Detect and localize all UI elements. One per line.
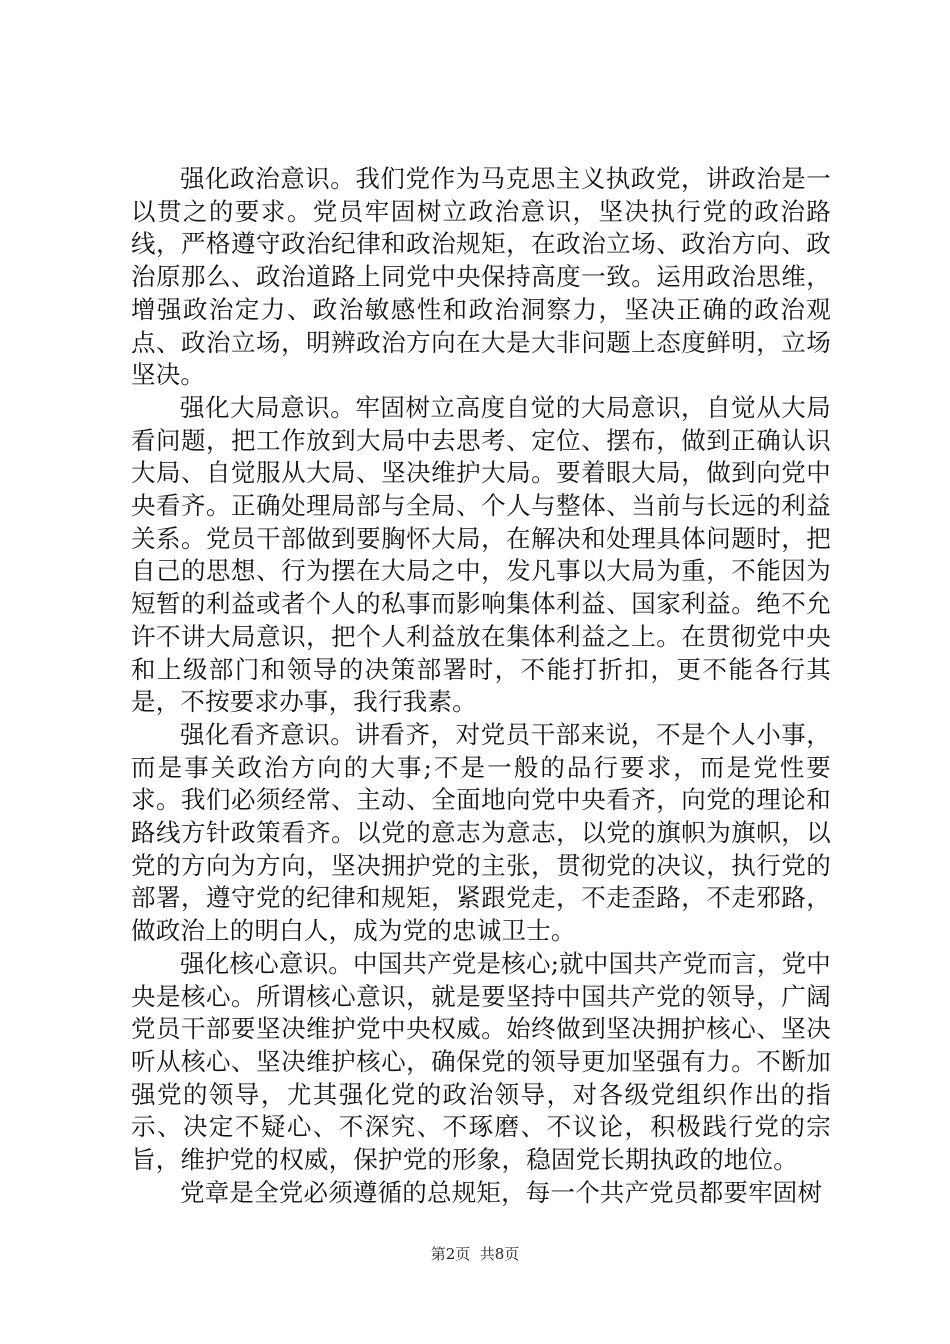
page-footer	[0, 1244, 950, 1264]
paragraph-political-awareness: 强化政治意识。我们党作为马克思主义执政党，讲政治是一以贯之的要求。党员牢固树立政治意识，坚决执行党的政治路线，严格遵守政治纪律和政治规矩，在政治立场、政治方向、政治原那么、政治道路上同党中央保持高度一致。运用政治思维，增强政治定力、政治敏感性和政治洞察力，坚决正确的政治观点、政治立场，明辨政治方向在大是大非问题上态度鲜明，立场坚决。	[131, 164, 831, 390]
paragraph-alignment-awareness: 强化看齐意识。讲看齐，对党员干部来说，不是个人小事，而是事关政治方向的大事;不是一般的品行要求，而是党性要求。我们必须经常、主动、全面地向党中央看齐，向党的理论和路线方针政策看齐。以党的意志为意志，以党的旗帜为旗帜，以党的方向为方向，坚决拥护党的主张，贯彻党的决议，执行党的部署，遵守党的纪律和规矩，紧跟党走，不走歪路，不走邪路，做政治上的明白人，成为党的忠诚卫士。	[131, 719, 831, 946]
paragraph-core-awareness: 强化核心意识。中国共产党是核心;就中国共产党而言，党中央是核心。所谓核心意识，就是要坚持中国共产党的领导，广阔党员干部要坚决维护党中央权威。始终做到坚决拥护核心、坚决听从核心、坚决维护核心，确保党的领导更加坚强有力。不断加强党的领导，尤其强化党的政治领导，对各级党组织作出的指示、决定不疑心、不深究、不琢磨、不议论，积极践行党的宗旨，维护党的权威，保护党的形象，稳固党长期执政的地位。	[131, 948, 831, 1175]
document-body	[131, 163, 831, 1210]
paragraph-overall-situation-awareness: 强化大局意识。牢固树立高度自觉的大局意识，自觉从大局看问题，把工作放到大局中去思考、定位、摆布，做到正确认识大局、自觉服从大局、坚决维护大局。要着眼大局，做到向党中央看齐。正确处理局部与全局、个人与整体、当前与长远的利益关系。党员干部做到要胸怀大局，在解决和处理具体问题时，把自己的思想、行为摆在大局之中，发凡事以大局为重，不能因为短暂的利益或者个人的私事而影响集体利益、国家利益。绝不允许不讲大局意识，把个人利益放在集体利益之上。在贯彻党中央和上级部门和领导的决策部署时，不能打折扣，更不能各行其是，不按要求办事，我行我素。	[131, 392, 831, 717]
paragraph-party-constitution: 党章是全党必须遵循的总规矩，每一个共产党员都要牢固树	[180, 1177, 823, 1207]
page-number-label: 第2页 共8页	[430, 1245, 520, 1263]
